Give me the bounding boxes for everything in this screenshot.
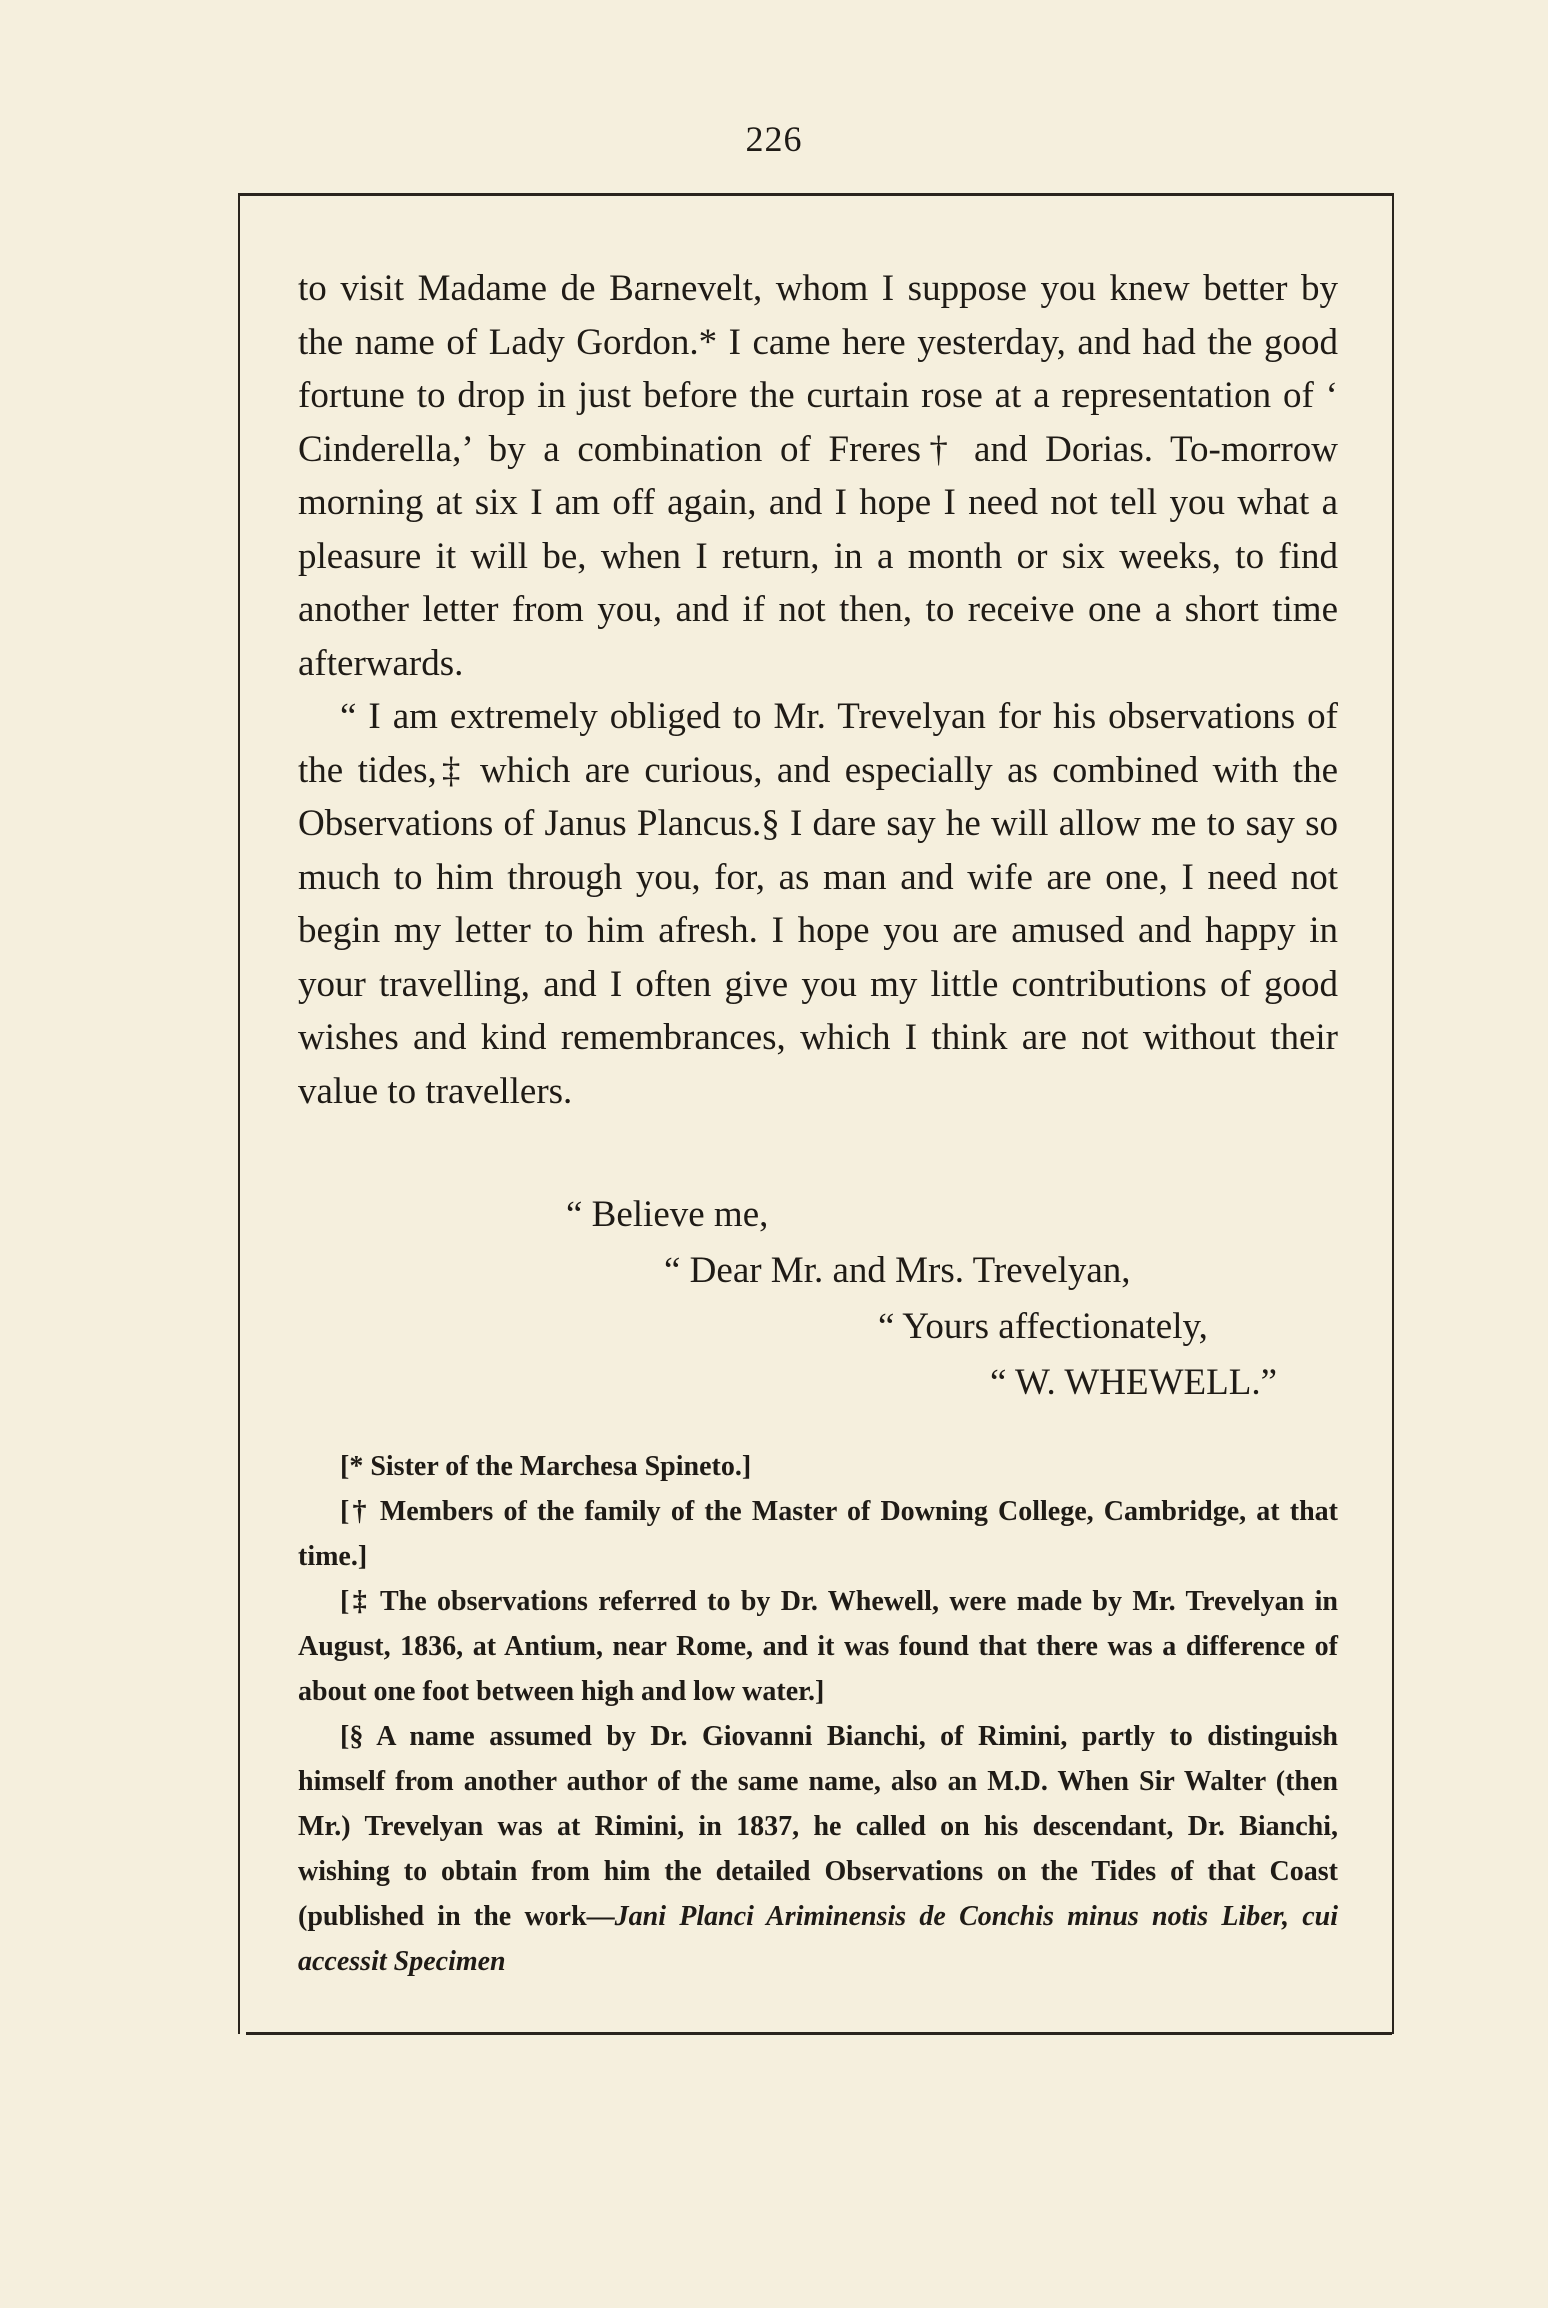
closing-line-believe: “ Believe me,	[566, 1194, 769, 1235]
footnotes	[298, 1444, 1338, 1984]
page-number: 226	[745, 119, 803, 159]
letter-paragraph-1: to visit Madame de Barnevelt, whom I suppose you knew better by the name of Lady Gordon.* I came here yesterday, and had the good fortune to drop in just before the curtain rose at a representation of ‘ Cinderella,’ by a combination of Freres† and Dorias. To-morrow morning at six I am off again, and I hope I need not tell you what a pleasure it will be, when I return, in a month or six weeks, to find another letter from you, and if not then, to receive one a short time afterwards.	[298, 268, 1338, 684]
footnote-4-text: [§ A name assumed by Dr. Giovanni Bianchi, of Rimini, partly to distinguish himself from another author of the same name, also an M.D. When Sir Walter (then Mr.) Trevelyan was at Rimini, in 1837, he called on his descendant, Dr. Bianchi, wishing to obtain from him the detailed Observations on the Tides of that Coast (published in the work—	[298, 1721, 1338, 1932]
bottom-rule	[246, 2032, 1392, 2035]
footnote-1: [* Sister of the Marchesa Spineto.]	[340, 1451, 752, 1482]
footnote-4	[298, 1714, 1338, 1984]
footnote-2: [† Members of the family of the Master of Downing College, Cambridge, at that time.]	[298, 1496, 1338, 1572]
closing-line-affectionately: “ Yours affectionately,	[878, 1306, 1208, 1347]
closing-line-salutation: “ Dear Mr. and Mrs. Trevelyan,	[664, 1250, 1131, 1291]
signature: “ W. WHEWELL.”	[990, 1362, 1278, 1403]
letter-body	[298, 262, 1338, 1118]
letter-paragraph-2: “ I am extremely obliged to Mr. Trevelyan for his observations of the tides,‡ which are curious, and especially as combined with the Observations of Janus Plancus.§ I dare say he will allow me to say so much to him through you, for, as man and wife are one, I need not begin my letter to him afresh. I hope you are amused and happy in your travelling, and I often give you my little contributions of good wishes and kind remembrances, which I think are not without their value to travellers.	[298, 696, 1338, 1112]
footnote-3: [‡ The observations referred to by Dr. Whewell, were made by Mr. Trevelyan in August, 1836, at Antium, near Rome, and it was found that there was a difference of about one foot between high and low water.]	[298, 1586, 1338, 1707]
footnote-4-work-title: Jani Planci Ariminensis de Conchis minus notis Liber, cui accessit Specimen	[298, 1901, 1338, 1977]
